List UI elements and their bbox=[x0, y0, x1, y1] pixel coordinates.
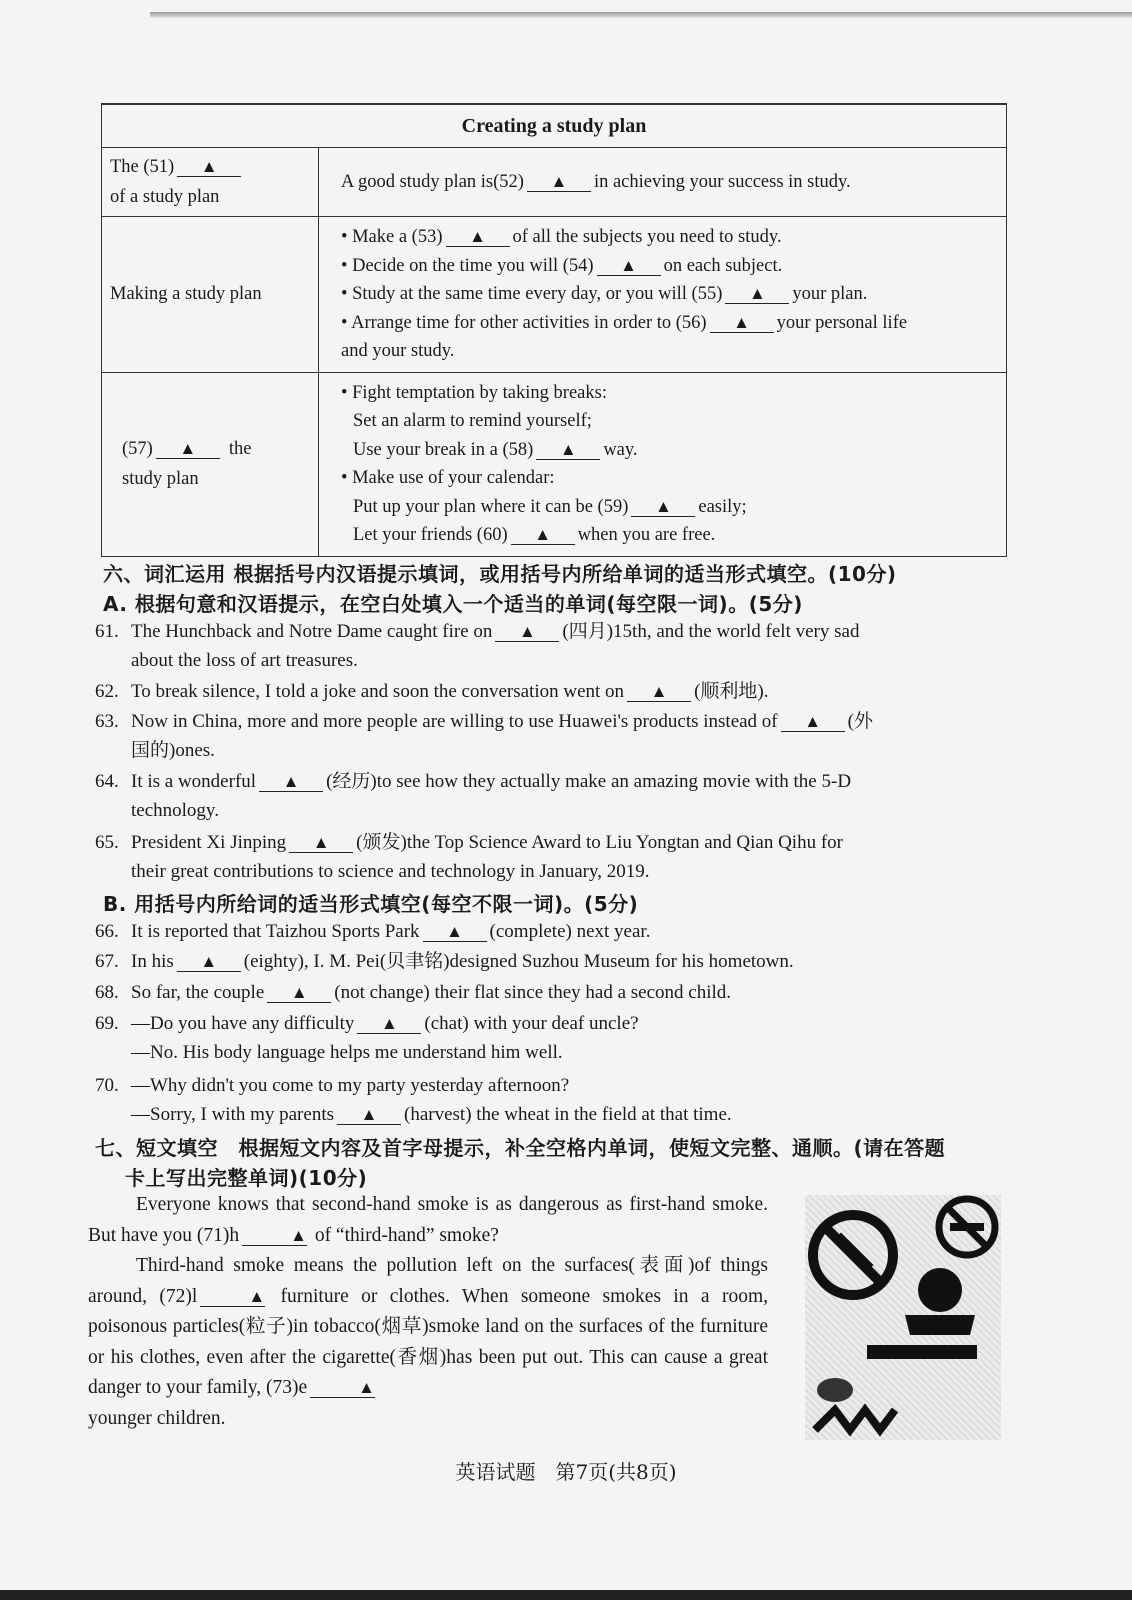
answer-blank[interactable]: ▲ bbox=[527, 173, 591, 192]
row-label: (57) ▲ the study plan bbox=[102, 372, 319, 556]
answer-blank[interactable]: ▲ bbox=[259, 773, 323, 792]
row-label: The (51) ▲ of a study plan bbox=[102, 148, 319, 217]
answer-blank[interactable]: ▲ bbox=[242, 1227, 307, 1246]
question-65: 65. President Xi Jinping ▲ (颁发)the Top Science Award to Liu Yongtan and Qian Qihu for their great contributions to science and technology in January, 2019. bbox=[95, 832, 843, 882]
section-six-heading: 六、词汇运用 根据括号内汉语提示填词，或用括号内所给单词的适当形式填空。(10分) bbox=[103, 562, 897, 586]
question-64: 64. It is a wonderful ▲ (经历)to see how they actually make an amazing movie with the 5-D technology. bbox=[95, 771, 852, 821]
no-smoking-illustration bbox=[805, 1195, 1001, 1440]
answer-blank[interactable]: ▲ bbox=[177, 953, 241, 972]
row-content: • Make a (53) ▲ of all the subjects you need to study. • Decide on the time you will (54) ▲ on each subject. • Study at the same time every day, or you will (55) ▲ your plan. • Arrange time for other activities in order to (56) ▲ your personal life and your study. bbox=[319, 217, 1007, 373]
question-69: 69. —Do you have any difficulty ▲ (chat) with your deaf uncle? —No. His body language helps me understand him well. bbox=[95, 1013, 639, 1063]
row-content: A good study plan is(52) ▲ in achieving your success in study. bbox=[319, 148, 1007, 217]
answer-blank[interactable]: ▲ bbox=[337, 1106, 401, 1125]
answer-blank[interactable]: ▲ bbox=[310, 1379, 375, 1398]
section-seven-heading: 七、短文填空 根据短文内容及首字母提示，补全空格内单词，使短文完整、通顺。(请在答题 bbox=[95, 1136, 946, 1160]
question-66: 66. It is reported that Taizhou Sports Park ▲ (complete) next year. bbox=[95, 921, 651, 942]
answer-blank[interactable]: ▲ bbox=[597, 257, 661, 276]
answer-blank[interactable]: ▲ bbox=[536, 441, 600, 460]
passage-paragraph: Everyone knows that second-hand smoke is as dangerous as first-hand smoke. But have you (71)h ▲ of “third-hand” smoke? bbox=[88, 1194, 768, 1246]
answer-blank[interactable]: ▲ bbox=[511, 526, 575, 545]
table-row bbox=[102, 148, 1007, 217]
answer-blank[interactable]: ▲ bbox=[627, 683, 691, 702]
answer-blank[interactable]: ▲ bbox=[267, 984, 331, 1003]
question-70: 70. —Why didn't you come to my party yesterday afternoon? —Sorry, I with my parents ▲ (harvest) the wheat in the field at that time. bbox=[95, 1075, 732, 1125]
table-title: Creating a study plan bbox=[102, 104, 1007, 148]
answer-blank[interactable]: ▲ bbox=[357, 1015, 421, 1034]
answer-blank[interactable]: ▲ bbox=[289, 834, 353, 853]
question-61: 61. The Hunchback and Notre Dame caught fire on ▲ (四月)15th, and the world felt very sad about the loss of art treasures. bbox=[95, 621, 860, 671]
cloze-passage: Everyone knows that second-hand smoke is as dangerous as first-hand smoke. But have you (71)h ▲ of “third-hand” smoke? Third-hand smoke means the pollution left on the surfaces(表面)of things around, (72)l ▲ furniture or clothes. When someone smokes in a room, poisonous particles(粒子)in tobacco(烟草)smoke land on the surfaces of the furniture or his clothes, even after the cigarette(香烟)has been put out. This can cause a great danger to your family, (73)e ▲ younger children. bbox=[88, 1190, 768, 1434]
answer-blank[interactable]: ▲ bbox=[177, 158, 241, 177]
answer-blank[interactable]: ▲ bbox=[781, 713, 845, 732]
scan-edge-shadow bbox=[150, 12, 1132, 18]
section-seven-heading-cont: 卡上写出完整单词)(10分) bbox=[125, 1166, 368, 1190]
answer-blank[interactable]: ▲ bbox=[631, 498, 695, 517]
answer-blank[interactable]: ▲ bbox=[423, 923, 487, 942]
passage-paragraph: Third-hand smoke means the pollution left on the surfaces(表面)of things around, (72)l ▲ furniture or clothes. When someone smokes in a room, poisonous particles(粒子)in tobacco(烟草)smoke land on the surfaces of the furniture or his clothes, even after the cigarette(香烟)has been put out. This can cause a great danger to your family, (73)e ▲ bbox=[88, 1255, 769, 1398]
answer-blank[interactable]: ▲ bbox=[200, 1288, 265, 1307]
scan-bottom-edge bbox=[0, 1590, 1132, 1600]
section-six-a-heading: A. 根据句意和汉语提示，在空白处填入一个适当的单词(每空限一词)。(5分) bbox=[103, 592, 803, 616]
table-row bbox=[102, 372, 1007, 556]
answer-blank[interactable]: ▲ bbox=[156, 440, 220, 459]
question-63: 63. Now in China, more and more people are willing to use Huawei's products instead of ▲ (外 国的)ones. bbox=[95, 711, 873, 761]
question-67: 67. In his ▲ (eighty), I. M. Pei(贝聿铭)designed Suzhou Museum for his hometown. bbox=[95, 951, 794, 972]
study-plan-table bbox=[101, 103, 1007, 557]
question-68: 68. So far, the couple ▲ (not change) their flat since they had a second child. bbox=[95, 982, 732, 1003]
row-content: • Fight temptation by taking breaks: Set an alarm to remind yourself; Use your break in a (58) ▲ way. • Make use of your calendar: Put up your plan where it can be (59) ▲ easily; Let your friends (60) ▲ when you are free. bbox=[319, 372, 1007, 556]
table-row bbox=[102, 217, 1007, 373]
section-six-b-heading: B. 用括号内所给词的适当形式填空(每空不限一词)。(5分) bbox=[103, 892, 639, 916]
no-smoking-icon bbox=[805, 1195, 1001, 1440]
page-footer: 英语试题 第7页(共8页) bbox=[455, 1460, 677, 1484]
row-label: Making a study plan bbox=[102, 217, 319, 373]
question-62: 62. To break silence, I told a joke and soon the conversation went on ▲ (顺利地). bbox=[95, 681, 769, 702]
answer-blank[interactable]: ▲ bbox=[710, 314, 774, 333]
answer-blank[interactable]: ▲ bbox=[495, 623, 559, 642]
answer-blank[interactable]: ▲ bbox=[446, 228, 510, 247]
answer-blank[interactable]: ▲ bbox=[725, 285, 789, 304]
